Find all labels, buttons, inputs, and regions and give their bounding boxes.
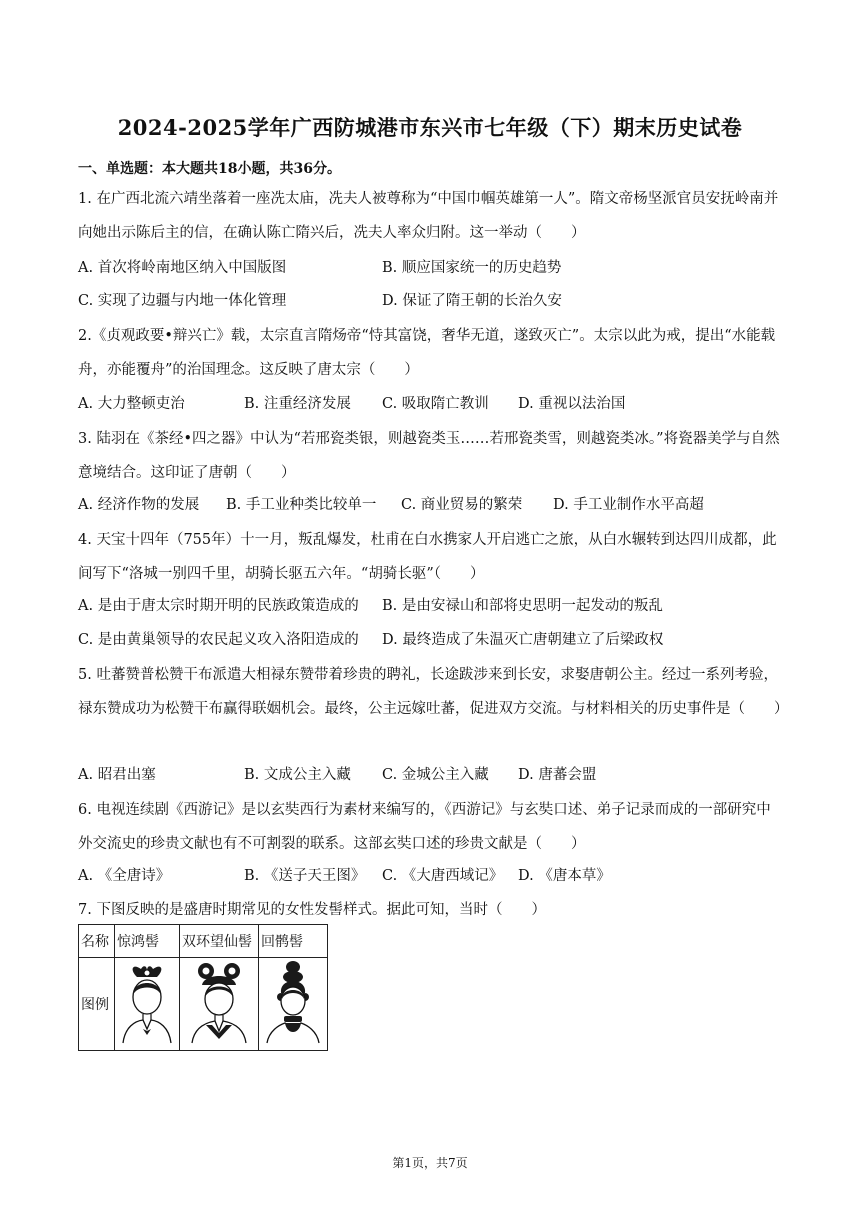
section-heading: 一、单选题：本大题共18小题，共36分。 [78, 161, 341, 177]
page-footer: 第1页，共7页 [392, 1156, 468, 1170]
question-1-stem: 1. 在广西北流六靖坐落着一座冼太庙，冼夫人被尊称为“中国巾帼英雄第一人”。隋文帝杨坚派官员安抚岭南并向她出示陈后主的信，在确认陈亡隋兴后，冼夫人率众归附。这一举动（ ） [78, 191, 779, 241]
option-d: D. 手工业制作水平高超 [553, 497, 704, 513]
option-a: A. 昭君出塞 [78, 767, 156, 783]
option-b: B. 顺应国家统一的历史趋势 [382, 260, 562, 276]
table-row-label: 图例 [79, 958, 115, 1051]
option-b: B. 手工业种类比较单一 [226, 497, 377, 513]
hairstyle-table [78, 924, 328, 1051]
option-d: D. 重视以法治国 [518, 396, 626, 412]
option-c: C. 吸取隋亡教训 [382, 396, 489, 412]
option-c: C. 《大唐西域记》 [382, 868, 504, 884]
option-c: C. 是由黄巢领导的农民起义攻入洛阳造成的 [78, 632, 359, 648]
hairstyle-figure-3 [259, 958, 328, 1051]
table-header-label: 名称 [79, 925, 115, 958]
option-d: D. 最终造成了朱温灭亡唐朝建立了后梁政权 [382, 632, 664, 648]
question-3-options [78, 490, 783, 520]
option-b: B. 文成公主入藏 [244, 767, 351, 783]
hairstyle-figure-2 [180, 958, 259, 1051]
question-4-options-2 [78, 625, 783, 655]
option-c: C. 商业贸易的繁荣 [401, 497, 523, 513]
question-6-options [78, 861, 783, 891]
option-c: C. 金城公主入藏 [382, 767, 489, 783]
jinghong-bun-illustration [117, 959, 177, 1045]
huihu-bun-illustration [261, 959, 325, 1045]
option-b: B. 是由安禄山和部将史思明一起发动的叛乱 [382, 598, 663, 614]
option-d: D. 保证了隋王朝的长治久安 [382, 293, 562, 309]
hairstyle-name-1: 惊鸿髻 [115, 925, 180, 958]
option-a: A. 大力整顿吏治 [78, 396, 185, 412]
option-a: A. 经济作物的发展 [78, 497, 200, 513]
shuanghuan-bun-illustration [182, 959, 256, 1045]
question-1-options [78, 253, 783, 283]
question-5-stem: 5. 吐蕃赞普松赞干布派遣大相禄东赞带着珍贵的聘礼，长途跋涉来到长安，求娶唐朝公主。经过一系列考验，禄东赞成功为松赞干布赢得联姻机会。最终，公主远嫁吐蕃，促进双方交流。与材料相关的历史事件是（ ） [78, 667, 789, 717]
option-c: C. 实现了边疆与内地一体化管理 [78, 293, 287, 309]
question-2-stem: 2.《贞观政要•辩兴亡》载，太宗直言隋炀帝“恃其富饶，奢华无道，遂致灭亡”。太宗以此为戒，提出“水能载舟，亦能覆舟”的治国理念。这反映了唐太宗（ ） [78, 328, 776, 378]
hairstyle-figure-1 [115, 958, 180, 1051]
option-a: A. 首次将岭南地区纳入中国版图 [78, 260, 287, 276]
question-3-stem: 3. 陆羽在《茶经•四之器》中认为“若邢瓷类银，则越瓷类玉……若邢瓷类雪，则越瓷类冰。”将瓷器美学与自然意境结合。这印证了唐朝（ ） [78, 431, 780, 481]
question-1-options-2 [78, 286, 783, 316]
question-4-stem: 4. 天宝十四年（755年）十一月，叛乱爆发，杜甫在白水携家人开启逃亡之旅，从白水辗转到达四川成都，此间写下“洛城一别四千里，胡骑长驱五六年。“胡骑长驱”（ ） [78, 532, 777, 582]
hairstyle-name-2: 双环望仙髻 [180, 925, 259, 958]
exam-title: 2024-2025学年广西防城港市东兴市七年级（下）期末历史试卷 [117, 115, 743, 140]
question-2-options [78, 389, 783, 419]
hairstyle-name-3: 回鹘髻 [259, 925, 328, 958]
question-6-stem: 6. 电视连续剧《西游记》是以玄奘西行为素材来编写的，《西游记》与玄奘口述、弟子记录而成的一部研究中外交流史的珍贵文献也有不可割裂的联系。这部玄奘口述的珍贵文献是（ ） [78, 802, 771, 852]
question-4-options [78, 591, 783, 621]
option-b: B. 《送子天王图》 [244, 868, 366, 884]
option-b: B. 注重经济发展 [244, 396, 351, 412]
option-d: D. 《唐本草》 [518, 868, 611, 884]
option-a: A. 《全唐诗》 [78, 868, 171, 884]
question-7-stem: 7. 下图反映的是盛唐时期常见的女性发髻样式。据此可知，当时（ ） [78, 902, 546, 918]
option-a: A. 是由于唐太宗时期开明的民族政策造成的 [78, 598, 359, 614]
option-d: D. 唐蕃会盟 [518, 767, 597, 783]
question-5-options [78, 760, 783, 790]
